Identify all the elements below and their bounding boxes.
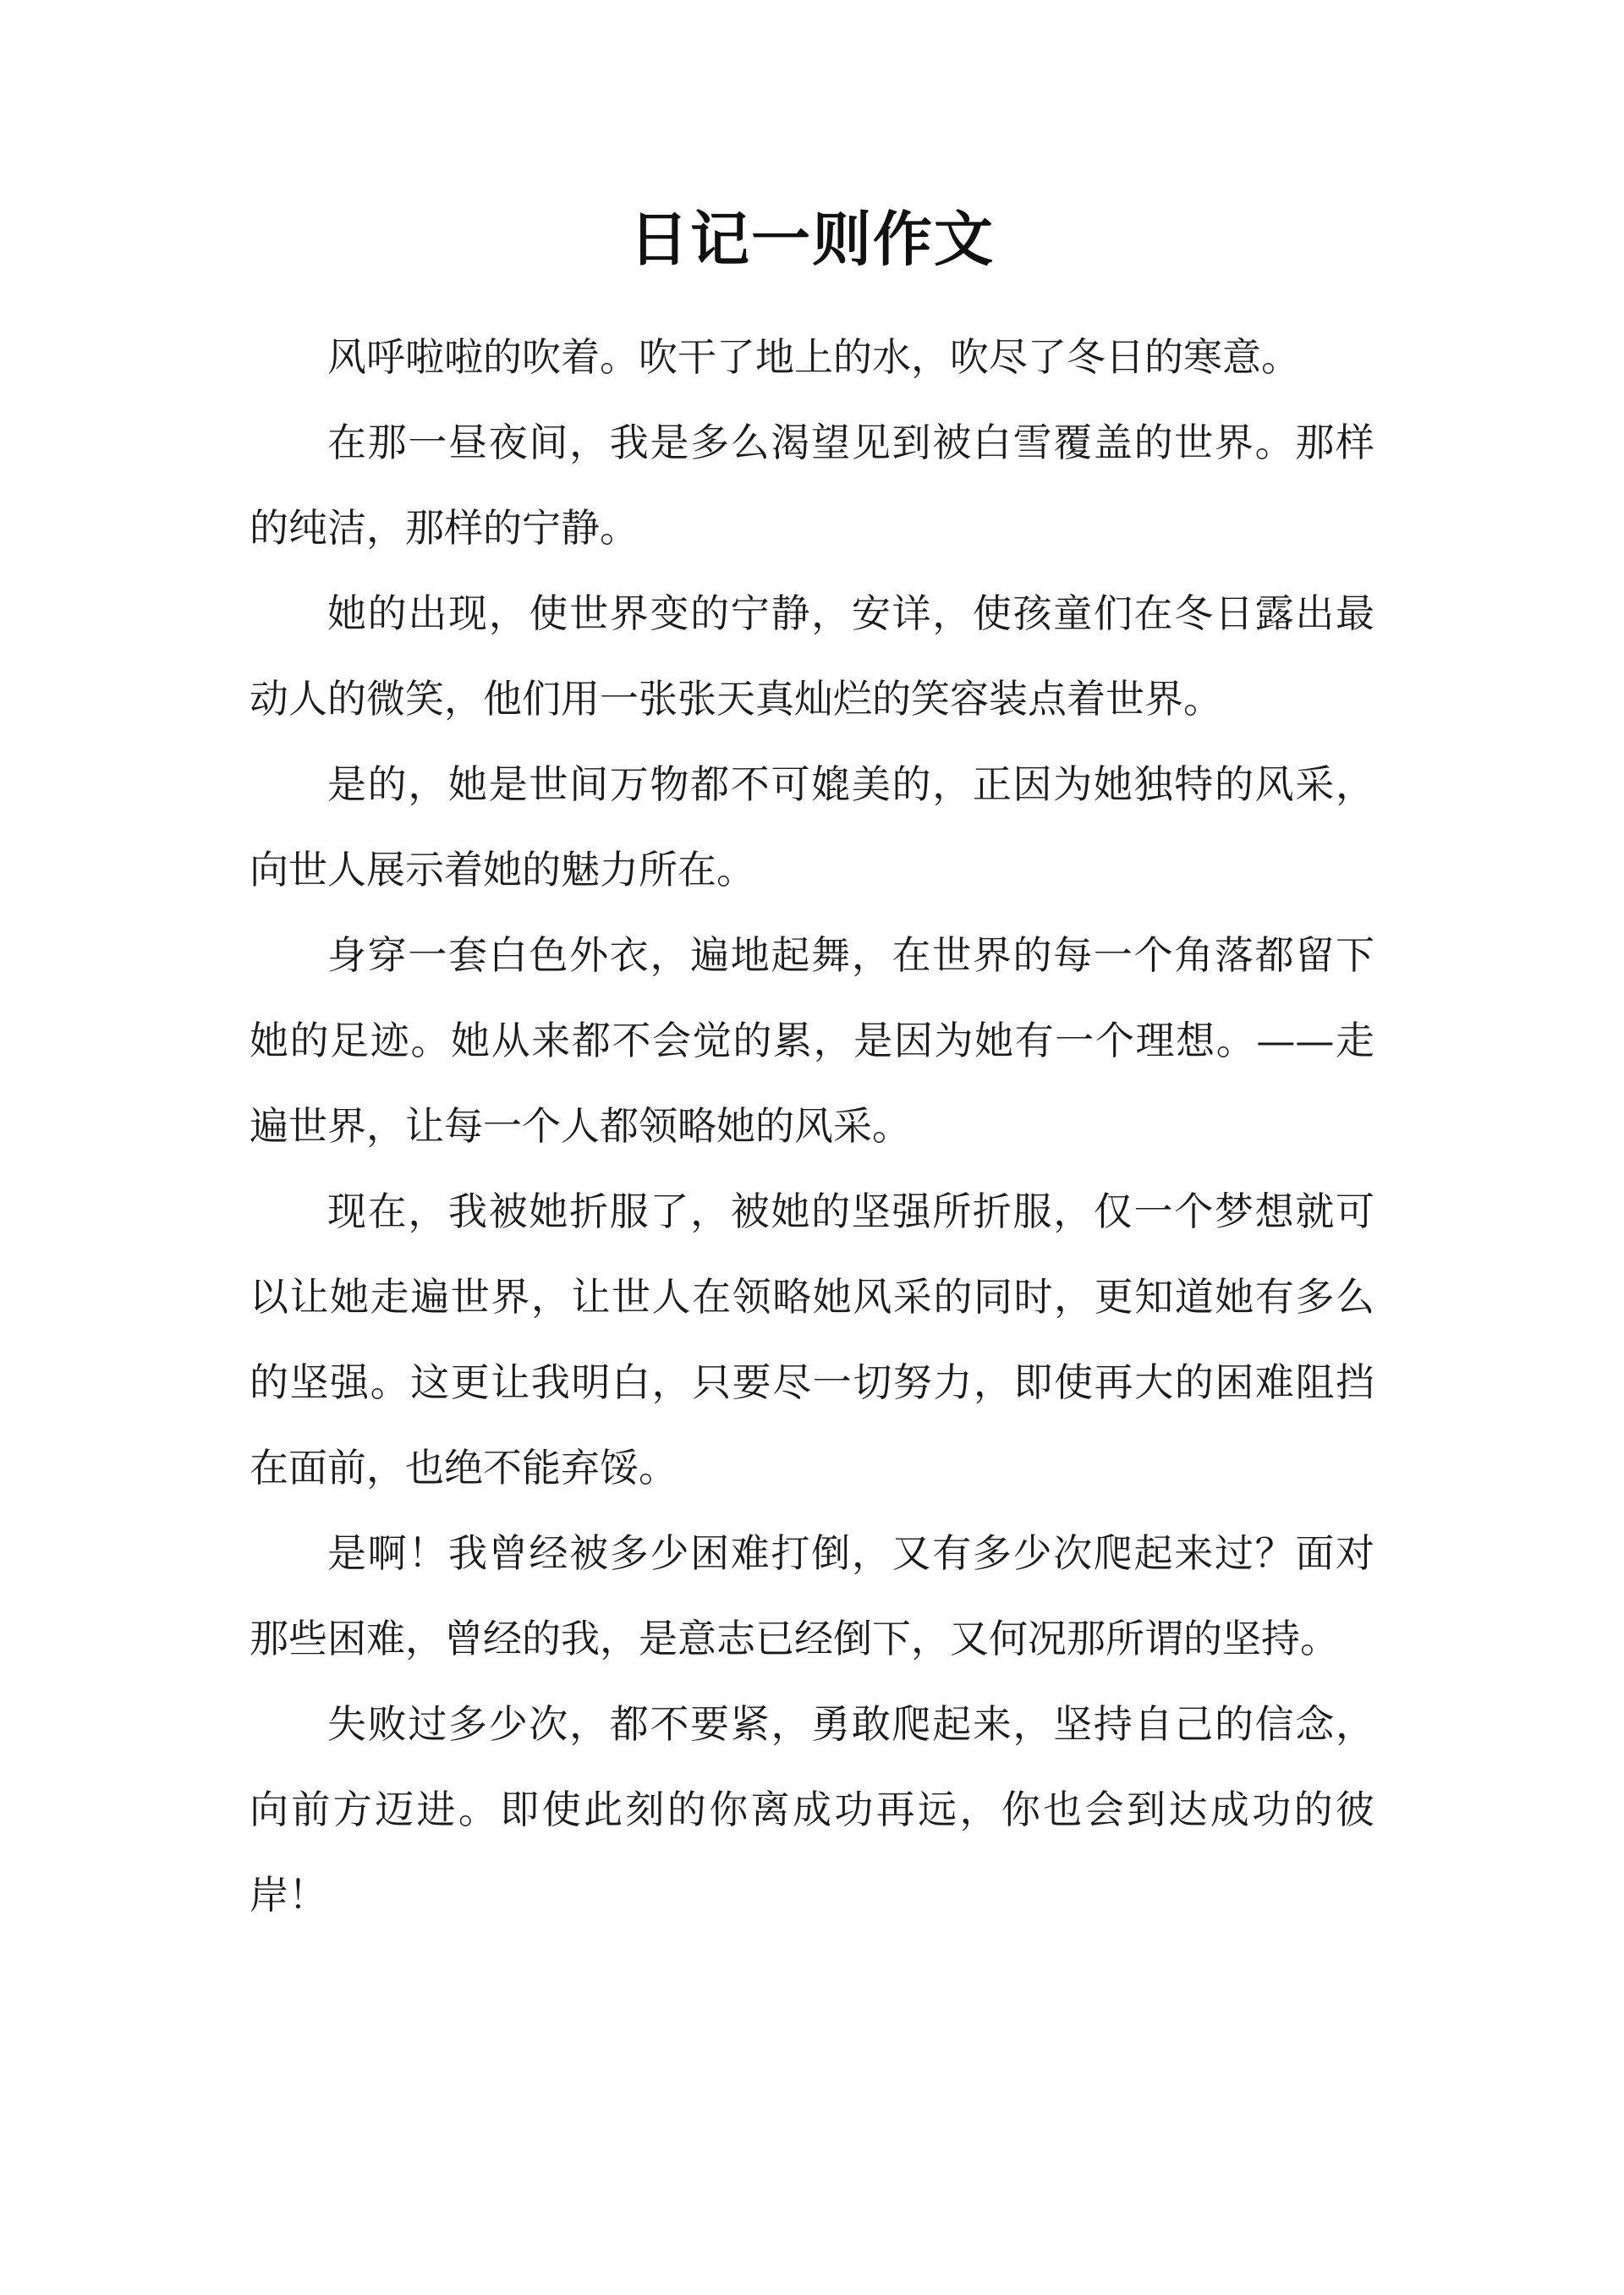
document-title: 日记一则作文 bbox=[629, 205, 995, 274]
paragraph: 身穿一套白色外衣，遍地起舞，在世界的每一个角落都留下她的足迹。她从来都不会觉的累，是因为她有一个理想。——走遍世界，让每一个人都领略她的风采。 bbox=[250, 932, 1374, 1149]
paragraph: 失败过多少次，都不要紧，勇敢爬起来，坚持自己的信念，向前方迈进。即使此刻的你离成功再远，你也会到达成功的彼岸！ bbox=[250, 1701, 1374, 1918]
paragraph: 在那一昼夜间，我是多么渴望见到被白雪覆盖的世界。那样的纯洁，那样的宁静。 bbox=[250, 420, 1374, 551]
paragraph: 是的，她是世间万物都不可媲美的，正因为她独特的风采，向世人展示着她的魅力所在。 bbox=[250, 761, 1374, 892]
paragraph: 现在，我被她折服了，被她的坚强所折服，仅一个梦想就可以让她走遍世界，让世人在领略她风采的同时，更知道她有多么的坚强。这更让我明白，只要尽一切努力，即使再大的困难阻挡在面前，也绝不能弃馁。 bbox=[250, 1189, 1374, 1491]
paragraph: 风呼啦啦的吹着。吹干了地上的水，吹尽了冬日的寒意。 bbox=[327, 334, 1300, 380]
document-body bbox=[250, 315, 1374, 1938]
paragraph: 她的出现，使世界变的宁静，安详，使孩童们在冬日露出最动人的微笑，他们用一张张天真灿烂的笑容装点着世界。 bbox=[250, 590, 1374, 722]
paragraph: 是啊！我曾经被多少困难打倒，又有多少次爬起来过？面对那些困难，曾经的我，是意志已经倒下，又何况那所谓的坚持。 bbox=[250, 1530, 1374, 1661]
